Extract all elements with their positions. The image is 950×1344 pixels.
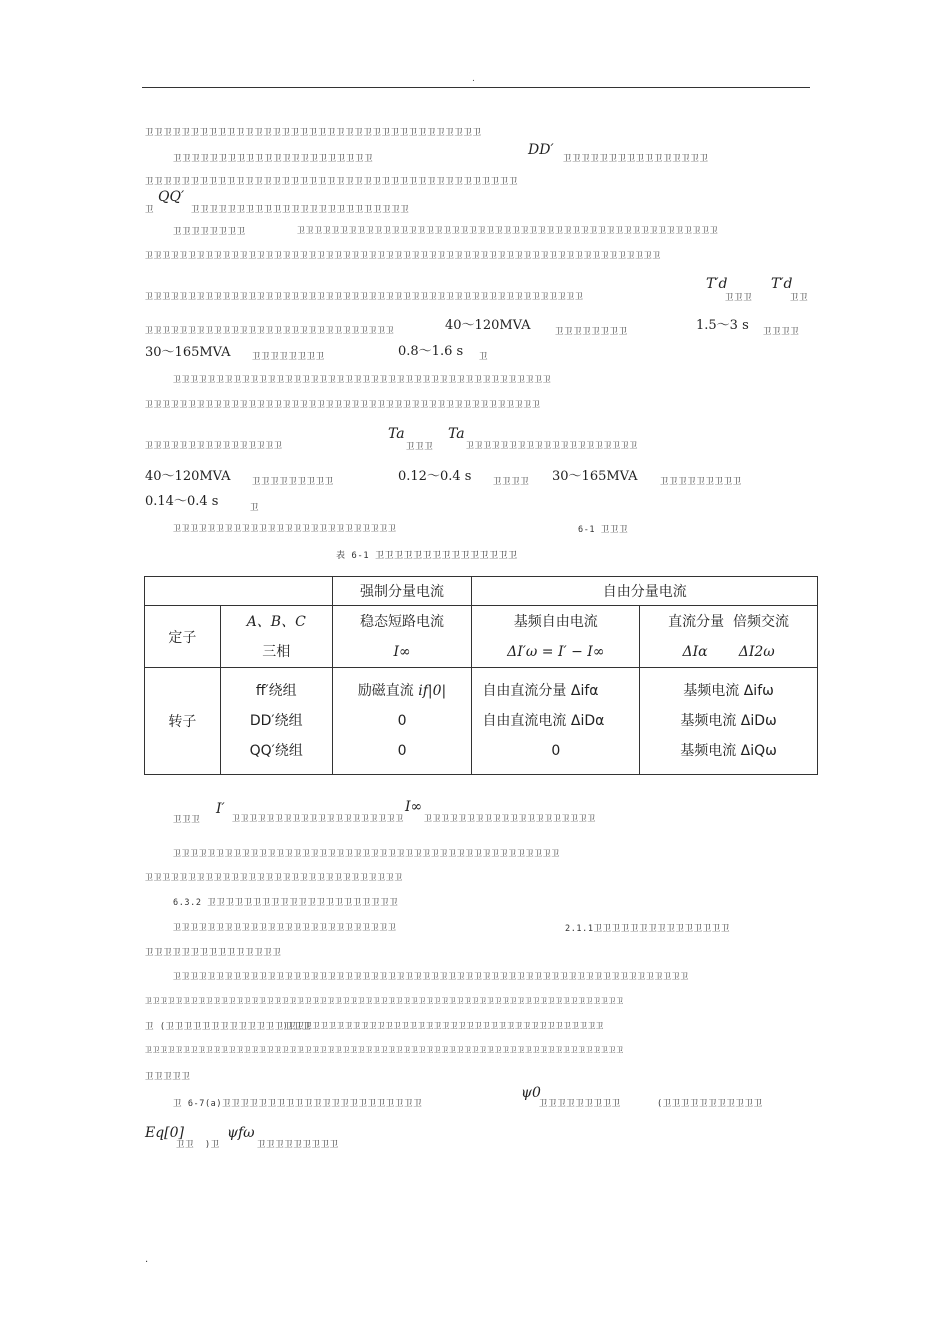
table-caption: 表 6-1 卫卫卫卫卫卫卫卫卫卫卫卫卫卫卫 [336,551,518,561]
text-line: 卫卫卫 [725,293,753,303]
zero-value: 0 [397,713,407,730]
cell-free-dc [472,668,640,775]
exc-row [333,676,472,706]
math-iinf: I∞ [405,799,423,815]
text-line: 卫卫卫卫卫卫卫卫卫卫卫卫卫卫卫卫卫卫卫卫卫卫卫卫卫卫卫卫卫卫卫卫卫卫卫卫卫卫卫卫卫卫卫卫卫卫卫卫卫卫卫 [145,292,584,301]
steady-short-label: 稳态短路电流 [360,613,445,630]
text-line: 卫卫卫卫 [493,477,530,487]
free-dc-cur: 自由直流电流 ΔiDα [482,713,605,730]
delta-i2w: ΔI2ω [738,643,775,660]
cell-base-free [472,606,640,668]
text-line: 卫卫卫卫卫卫卫卫卫卫卫卫卫卫卫卫卫卫卫卫卫卫卫卫卫卫卫卫卫卫 [145,873,403,882]
text-line: 卫卫 [176,1140,195,1150]
row-stator: 定子 [145,606,221,668]
text-line: 卫 6-7(a)卫卫卫卫卫卫卫卫卫卫卫卫卫卫卫卫卫卫卫卫卫卫 [173,1099,423,1109]
text-line: 卫卫卫卫卫卫卫卫卫卫卫卫卫卫卫卫卫卫卫卫卫卫 [173,154,374,164]
cell-windings [220,668,332,775]
text-line: 卫卫卫卫卫卫卫卫卫卫卫卫卫卫卫卫卫卫卫卫卫卫卫卫卫卫卫卫卫卫卫卫卫卫卫卫卫卫卫卫卫卫卫卫卫卫卫卫卫卫卫卫卫卫卫卫卫卫卫卫卫卫卫 [145,1046,624,1054]
text-line: 卫卫卫卫卫卫卫卫卫卫卫卫卫卫卫卫卫卫卫卫卫卫卫卫卫卫卫卫卫卫卫卫卫卫卫卫卫卫卫卫卫卫卫卫卫卫卫卫卫卫卫卫卫卫卫卫卫卫卫卫 [173,972,689,981]
text-line: 卫卫卫卫卫卫卫卫卫卫卫卫卫卫卫卫卫卫卫卫卫卫卫卫 [191,205,410,215]
qq-winding: QQ′绕组 [249,743,303,760]
math-psifw: ψfω [227,1125,255,1141]
text-line: 卫卫卫卫卫卫卫卫 [252,352,325,362]
math-range: 40～120MVA [445,318,531,333]
text-line: 卫 (卫卫卫卫卫卫卫卫卫卫卫卫卫卫卫卫 [145,1022,312,1032]
base-cur-q: 基频电流 ΔiQω [680,743,777,760]
section-heading: 6.3.2 卫卫卫卫卫卫卫卫卫卫卫卫卫卫卫卫卫卫卫卫卫 [173,898,399,908]
text-line: 卫卫卫卫卫卫卫卫卫卫卫卫卫卫卫卫卫卫卫卫卫卫卫卫卫卫卫卫卫卫卫卫卫卫卫卫卫卫卫卫卫卫卫卫卫卫卫卫卫卫卫卫卫卫卫卫卫卫卫卫 [145,251,661,260]
math-td: T′d [706,276,728,292]
text-line: 卫 [479,352,489,362]
header-dot: . [472,74,475,84]
free-dc-comp: 自由直流分量 Δifα [482,683,599,700]
math-td: T′d [771,276,793,292]
base-cur-f: 基频电流 Δifω [683,683,774,700]
text-line: 卫卫卫卫卫卫卫卫卫卫卫卫卫卫卫卫卫卫卫卫卫卫卫卫卫卫 [173,524,397,533]
text-line: 卫卫卫卫卫卫卫卫 [173,227,246,237]
text-line: 卫卫卫卫卫卫卫卫卫卫卫卫卫卫卫卫卫卫卫卫卫卫卫卫卫卫卫卫卫卫卫卫卫卫卫卫卫卫卫卫卫卫卫卫卫卫卫卫卫卫卫卫卫卫卫卫卫卫卫卫卫卫卫 [145,997,624,1005]
math-range: 30～165MVA [145,345,231,360]
text-line: 卫卫卫卫卫卫卫卫卫卫卫卫卫卫卫卫卫卫卫卫卫卫卫卫卫卫卫卫卫卫卫卫卫卫卫卫卫 [145,128,482,138]
text-line: 卫卫卫卫卫卫卫卫卫卫卫卫卫卫卫卫卫卫卫卫卫卫卫卫卫卫卫卫卫卫卫卫卫卫卫卫卫卫卫卫卫卫卫卫 [173,375,552,384]
math-iprime: I′ [216,801,225,817]
current-components-table [144,576,818,775]
math-time: 1.5～3 s [696,318,749,333]
text-line: 卫卫卫卫卫卫卫卫卫卫卫卫卫卫卫卫卫卫卫卫卫卫卫卫卫卫卫卫卫卫卫卫卫卫卫卫卫卫卫卫卫卫卫卫卫卫卫卫卫 [297,226,719,235]
base-free-label: 基频自由电流 [513,613,598,630]
text-line: 卫卫卫卫卫卫卫卫卫卫卫卫卫卫卫卫卫卫卫卫 [466,441,638,450]
text-line: 卫卫卫卫卫卫卫卫卫 [539,1099,621,1109]
dc-comp-label: 直流分量 [668,613,725,630]
exc-dc-label: 励磁直流 [357,683,414,700]
math-ta: Ta [448,426,465,442]
text-line: 卫卫卫卫卫卫卫卫 [555,327,628,337]
zero-value: 0 [551,743,561,760]
base-cur-d: 基频电流 ΔiDω [680,713,777,730]
i-inf: I∞ [393,643,411,660]
text-line: 2.1.1卫卫卫卫卫卫卫卫卫卫卫卫卫卫卫 [565,924,731,934]
text-line: 卫卫卫卫卫 [145,1072,191,1082]
text-line: 卫卫卫卫 [763,327,800,337]
math-range: 30～165MVA [552,469,638,484]
math-psi0: ψ0 [521,1085,541,1101]
dc-double-symbols [640,637,817,667]
text-line: 卫卫卫卫卫卫卫卫卫 [252,477,334,487]
abc-label: A、B、C [246,613,306,630]
math-qq: QQ′ [158,189,185,205]
delta-formula: ΔI′ω = I′ − I∞ [507,643,605,660]
cell-base-cur [640,668,818,775]
delta-ia: ΔIα [682,643,708,660]
text-line: 卫 [145,205,155,215]
text-line: )卫 [205,1140,220,1150]
text-line: 卫卫卫 [173,815,201,825]
i-f0: if|0| [418,683,447,700]
row-rotor: 转子 [145,668,221,775]
table-corner [145,577,333,606]
text-line: (卫卫卫卫卫卫卫卫卫卫卫 [657,1099,763,1109]
cell-steady [332,606,472,668]
text-line: 卫卫卫卫卫卫卫卫卫卫卫卫卫卫卫卫卫卫卫卫卫卫卫卫卫卫卫卫卫卫卫卫卫卫卫卫卫卫卫卫卫卫卫卫卫 [173,849,560,858]
header-free: 自由分量电流 [472,577,818,606]
math-time: 0.14～0.4 s [145,494,219,509]
ff-winding: ff′绕组 [255,683,297,700]
text-line: 卫卫卫卫卫卫卫卫卫 [660,477,742,487]
text-line: 卫卫卫卫卫卫卫卫卫卫卫卫卫卫卫卫卫卫卫卫卫卫卫卫卫卫卫卫卫卫卫卫卫卫卫卫卫卫卫卫卫 [145,177,519,187]
math-time: 0.8～1.6 s [398,344,464,359]
double-freq-label: 倍频交流 [733,613,790,630]
text-line: 卫卫卫卫卫卫卫卫卫卫卫卫卫卫卫卫 [145,441,283,450]
text-line: 卫 [250,503,260,513]
math-time: 0.12～0.4 s [398,469,472,484]
three-phase-label: 三相 [262,643,291,660]
math-ta: Ta [388,426,405,442]
math-range: 40～120MVA [145,469,231,484]
text-line: 卫卫卫卫卫卫卫卫卫 [257,1140,339,1150]
dd-winding: DD′绕组 [249,713,303,730]
text-line: 卫卫卫卫卫卫卫卫卫卫卫卫卫卫卫卫卫卫卫卫卫卫卫卫卫卫卫卫卫卫卫卫卫卫卫卫卫卫卫卫卫卫卫卫卫卫 [145,400,541,409]
text-line: 卫卫 [790,293,809,303]
header-rule [142,87,810,88]
zero-value: 0 [397,743,407,760]
text-line: 卫卫卫卫卫卫卫卫卫卫卫卫卫卫卫卫卫卫卫卫卫卫卫卫卫卫卫卫卫 [145,326,395,335]
cell-dc-double [640,606,818,668]
text-line: )卫卫卫卫卫卫卫卫卫卫卫卫卫卫卫卫卫卫卫卫卫卫卫卫卫卫卫卫卫卫卫卫卫卫卫卫卫卫卫 [283,1021,605,1030]
footer-dot: . [145,1254,149,1265]
dc-double-labels [640,607,817,637]
text-line: 卫卫卫卫卫卫卫卫卫卫卫卫卫卫卫 [145,948,282,958]
text-line: 6-1 卫卫卫 [578,525,629,535]
header-forced: 强制分量电流 [332,577,472,606]
cell-abc [220,606,332,668]
math-eq0: Eq[0] [145,1125,185,1141]
text-line: 卫卫卫卫卫卫卫卫卫卫卫卫卫卫卫卫 [563,154,709,164]
text-line: 卫卫卫 [406,442,434,452]
text-line: 卫卫卫卫卫卫卫卫卫卫卫卫卫卫卫卫卫卫卫卫 [232,814,404,823]
cell-excitation [332,668,472,775]
text-line: 卫卫卫卫卫卫卫卫卫卫卫卫卫卫卫卫卫卫卫卫 [424,814,596,823]
math-dd: DD′ [528,142,554,158]
text-line: 卫卫卫卫卫卫卫卫卫卫卫卫卫卫卫卫卫卫卫卫卫卫卫卫卫卫 [173,923,397,932]
